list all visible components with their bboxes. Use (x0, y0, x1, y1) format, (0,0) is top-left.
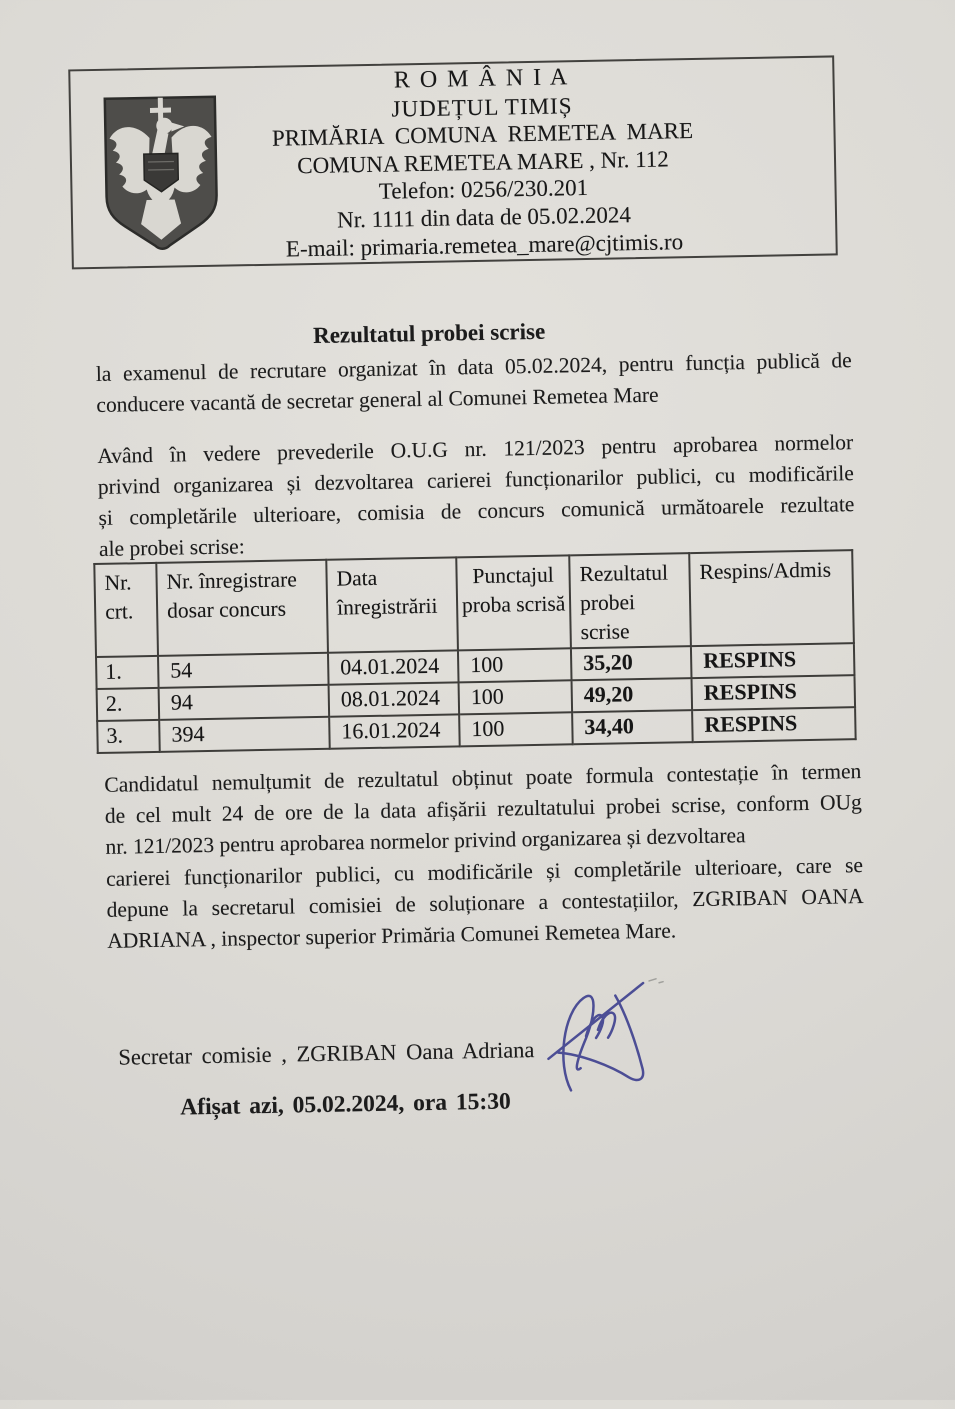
contest-line: depune la secretarul comisiei de soluționare a contestațiilor, ZGRIBAN OANA (106, 883, 864, 922)
cell-dosar: 54 (158, 653, 329, 688)
col-header-status: Respins/Admis (689, 550, 854, 646)
contest-line: de cel mult 24 de ore de la data afișării rezultatului probei scrise, conform OUg (104, 790, 863, 829)
letterhead-country: R O M Â N I A (393, 64, 570, 94)
secretary-line: Secretar comisie , ZGRIBAN Oana Adriana (118, 1037, 535, 1070)
col-header-nr-crt: Nr. crt. (94, 563, 158, 657)
letterhead-county: JUDEȚUL TIMIȘ (391, 92, 573, 122)
cell-punctaj: 100 (459, 712, 573, 746)
cell-status: RESPINS (692, 707, 856, 742)
legal-line: și completările ulterioare, comisia de concurs comunică următoarele rezultate (98, 492, 855, 530)
legal-line: ale probei scrise: (98, 534, 245, 561)
letterhead-box (68, 55, 838, 269)
legal-line: privind organizarea și dezvoltarea carierei funcționarilor publici, cu modificările (97, 461, 854, 499)
cell-data: 16.01.2024 (329, 714, 460, 748)
contest-line: Candidatul nemulțumit de rezultatul obținut poate formula contestație în termen (104, 759, 862, 797)
letterhead-office: PRIMĂRIA COMUNA REMETEA MARE (271, 118, 694, 151)
posted-line: Afișat azi, 05.02.2024, ora 15:30 (180, 1088, 511, 1121)
col-header-dosar: Nr. înregistrare dosar concurs (156, 560, 328, 656)
contest-paragraph (104, 756, 864, 957)
document-title: Rezultatul probei scrise (312, 318, 546, 348)
intro-line: conducere vacantă de secretar general al Comunei Remetea Mare (96, 382, 659, 417)
letterhead-phone: Telefon: 0256/230.201 (378, 175, 589, 205)
results-table (93, 549, 856, 754)
letterhead-address: COMUNA REMETEA MARE , Nr. 112 (296, 146, 670, 179)
contest-line: ADRIANA , inspector superior Primăria Comunei Remetea Mare. (106, 918, 677, 953)
cell-punctaj: 100 (458, 648, 572, 682)
cell-data: 08.01.2024 (329, 682, 460, 716)
signature-ink-icon (539, 972, 677, 1104)
cell-rezultat: 49,20 (572, 678, 693, 712)
cell-status: RESPINS (691, 675, 855, 710)
letterhead-email: E-mail: primaria.remetea_mare@cjtimis.ro (285, 228, 684, 262)
intro-line: la examenul de recrutare organizat în data 05.02.2024, pentru funcția publică de (95, 348, 852, 386)
cell-dosar: 94 (159, 685, 330, 720)
col-header-data: Data înregistrării (326, 557, 458, 652)
cell-data: 04.01.2024 (328, 650, 459, 684)
cell-rezultat: 34,40 (572, 710, 693, 744)
cell-nr: 3. (97, 720, 160, 753)
contest-line: nr. 121/2023 pentru aprobarea normelor privind organizarea și dezvoltarea (105, 823, 746, 860)
legal-paragraph (97, 427, 855, 565)
legal-line: Având în vedere prevederile O.U.G nr. 121/2023 pentru aprobarea normelor (97, 430, 854, 468)
table-header-row (94, 550, 854, 657)
letterhead-registration: Nr. 1111 din data de 05.02.2024 (336, 202, 632, 233)
cell-status: RESPINS (691, 643, 855, 678)
letterhead-text (130, 59, 835, 265)
cell-dosar: 394 (159, 717, 330, 752)
intro-paragraph (96, 345, 853, 421)
cell-nr: 1. (96, 656, 159, 689)
cell-nr: 2. (97, 688, 160, 721)
col-header-rezultat: Rezultatul probei scrise (569, 553, 691, 648)
contest-line: carierei funcționarilor publici, cu modificările și completările ulterioare, care se (105, 852, 864, 891)
cell-rezultat: 35,20 (571, 646, 692, 680)
col-header-punctaj: Punctajul proba scrisă (456, 555, 571, 650)
cell-punctaj: 100 (459, 680, 573, 714)
